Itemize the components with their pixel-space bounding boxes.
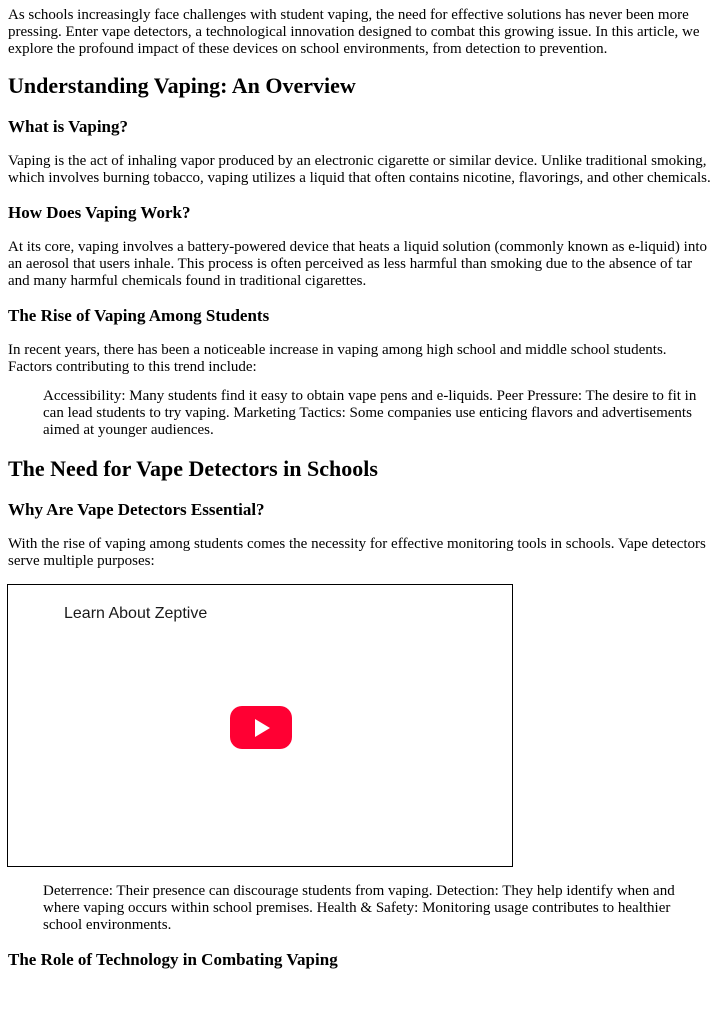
section-heading-overview: Understanding Vaping: An Overview: [8, 73, 356, 98]
intro-paragraph: As schools increasingly face challenges with student vaping, the need for effective solutions has never been more pressing. Enter vape detectors, a technological innovation designed to combat this growing issue. In this article, we explore the profound impact of these devices on school environments, from detection to prevention.: [8, 7, 700, 57]
subheading-how-vaping-works: How Does Vaping Work?: [8, 203, 191, 222]
play-button[interactable]: [230, 706, 292, 749]
rise-among-students-paragraph: In recent years, there has been a noticeable increase in vaping among high school and middle school students. Factors contributing to this trend include:: [8, 342, 667, 375]
what-is-vaping-paragraph: Vaping is the act of inhaling vapor produced by an electronic cigarette or similar device. Unlike traditional smoking, which involves burning tobacco, vaping utilizes a liquid that often contains nicotine, flavorings, and other chemicals.: [8, 153, 711, 186]
detector-purposes-quote: Deterrence: Their presence can discourage students from vaping. Detection: They help identify when and where vaping occurs within school premises. Health & Safety: Monitoring usage contributes to healthier school environments.: [43, 883, 675, 933]
contributing-factors-quote: Accessibility: Many students find it easy to obtain vape pens and e-liquids. Peer Pressure: The desire to fit in can lead students to try vaping. Marketing Tactics: Some companies use enticing flavors and advertisements aimed at younger audiences.: [43, 388, 697, 438]
video-title[interactable]: Learn About Zeptive: [64, 605, 208, 622]
how-vaping-works-paragraph: At its core, vaping involves a battery-powered device that heats a liquid solution (commonly known as e-liquid) into an aerosol that users inhale. This process is often perceived as less harmful than smoking due to the absence of tar and many harmful chemicals found in traditional cigarettes.: [8, 239, 708, 289]
subheading-role-of-technology: The Role of Technology in Combating Vaping: [8, 950, 338, 969]
section-heading-need-for-detectors: The Need for Vape Detectors in Schools: [8, 456, 378, 481]
subheading-rise-among-students: The Rise of Vaping Among Students: [8, 306, 270, 325]
subheading-why-detectors-essential: Why Are Vape Detectors Essential?: [8, 500, 265, 519]
video-embed[interactable]: [7, 584, 513, 867]
play-icon: [255, 719, 270, 737]
why-detectors-paragraph: With the rise of vaping among students comes the necessity for effective monitoring tools in schools. Vape detectors serve multiple purposes:: [8, 536, 706, 569]
subheading-what-is-vaping: What is Vaping?: [8, 117, 128, 136]
